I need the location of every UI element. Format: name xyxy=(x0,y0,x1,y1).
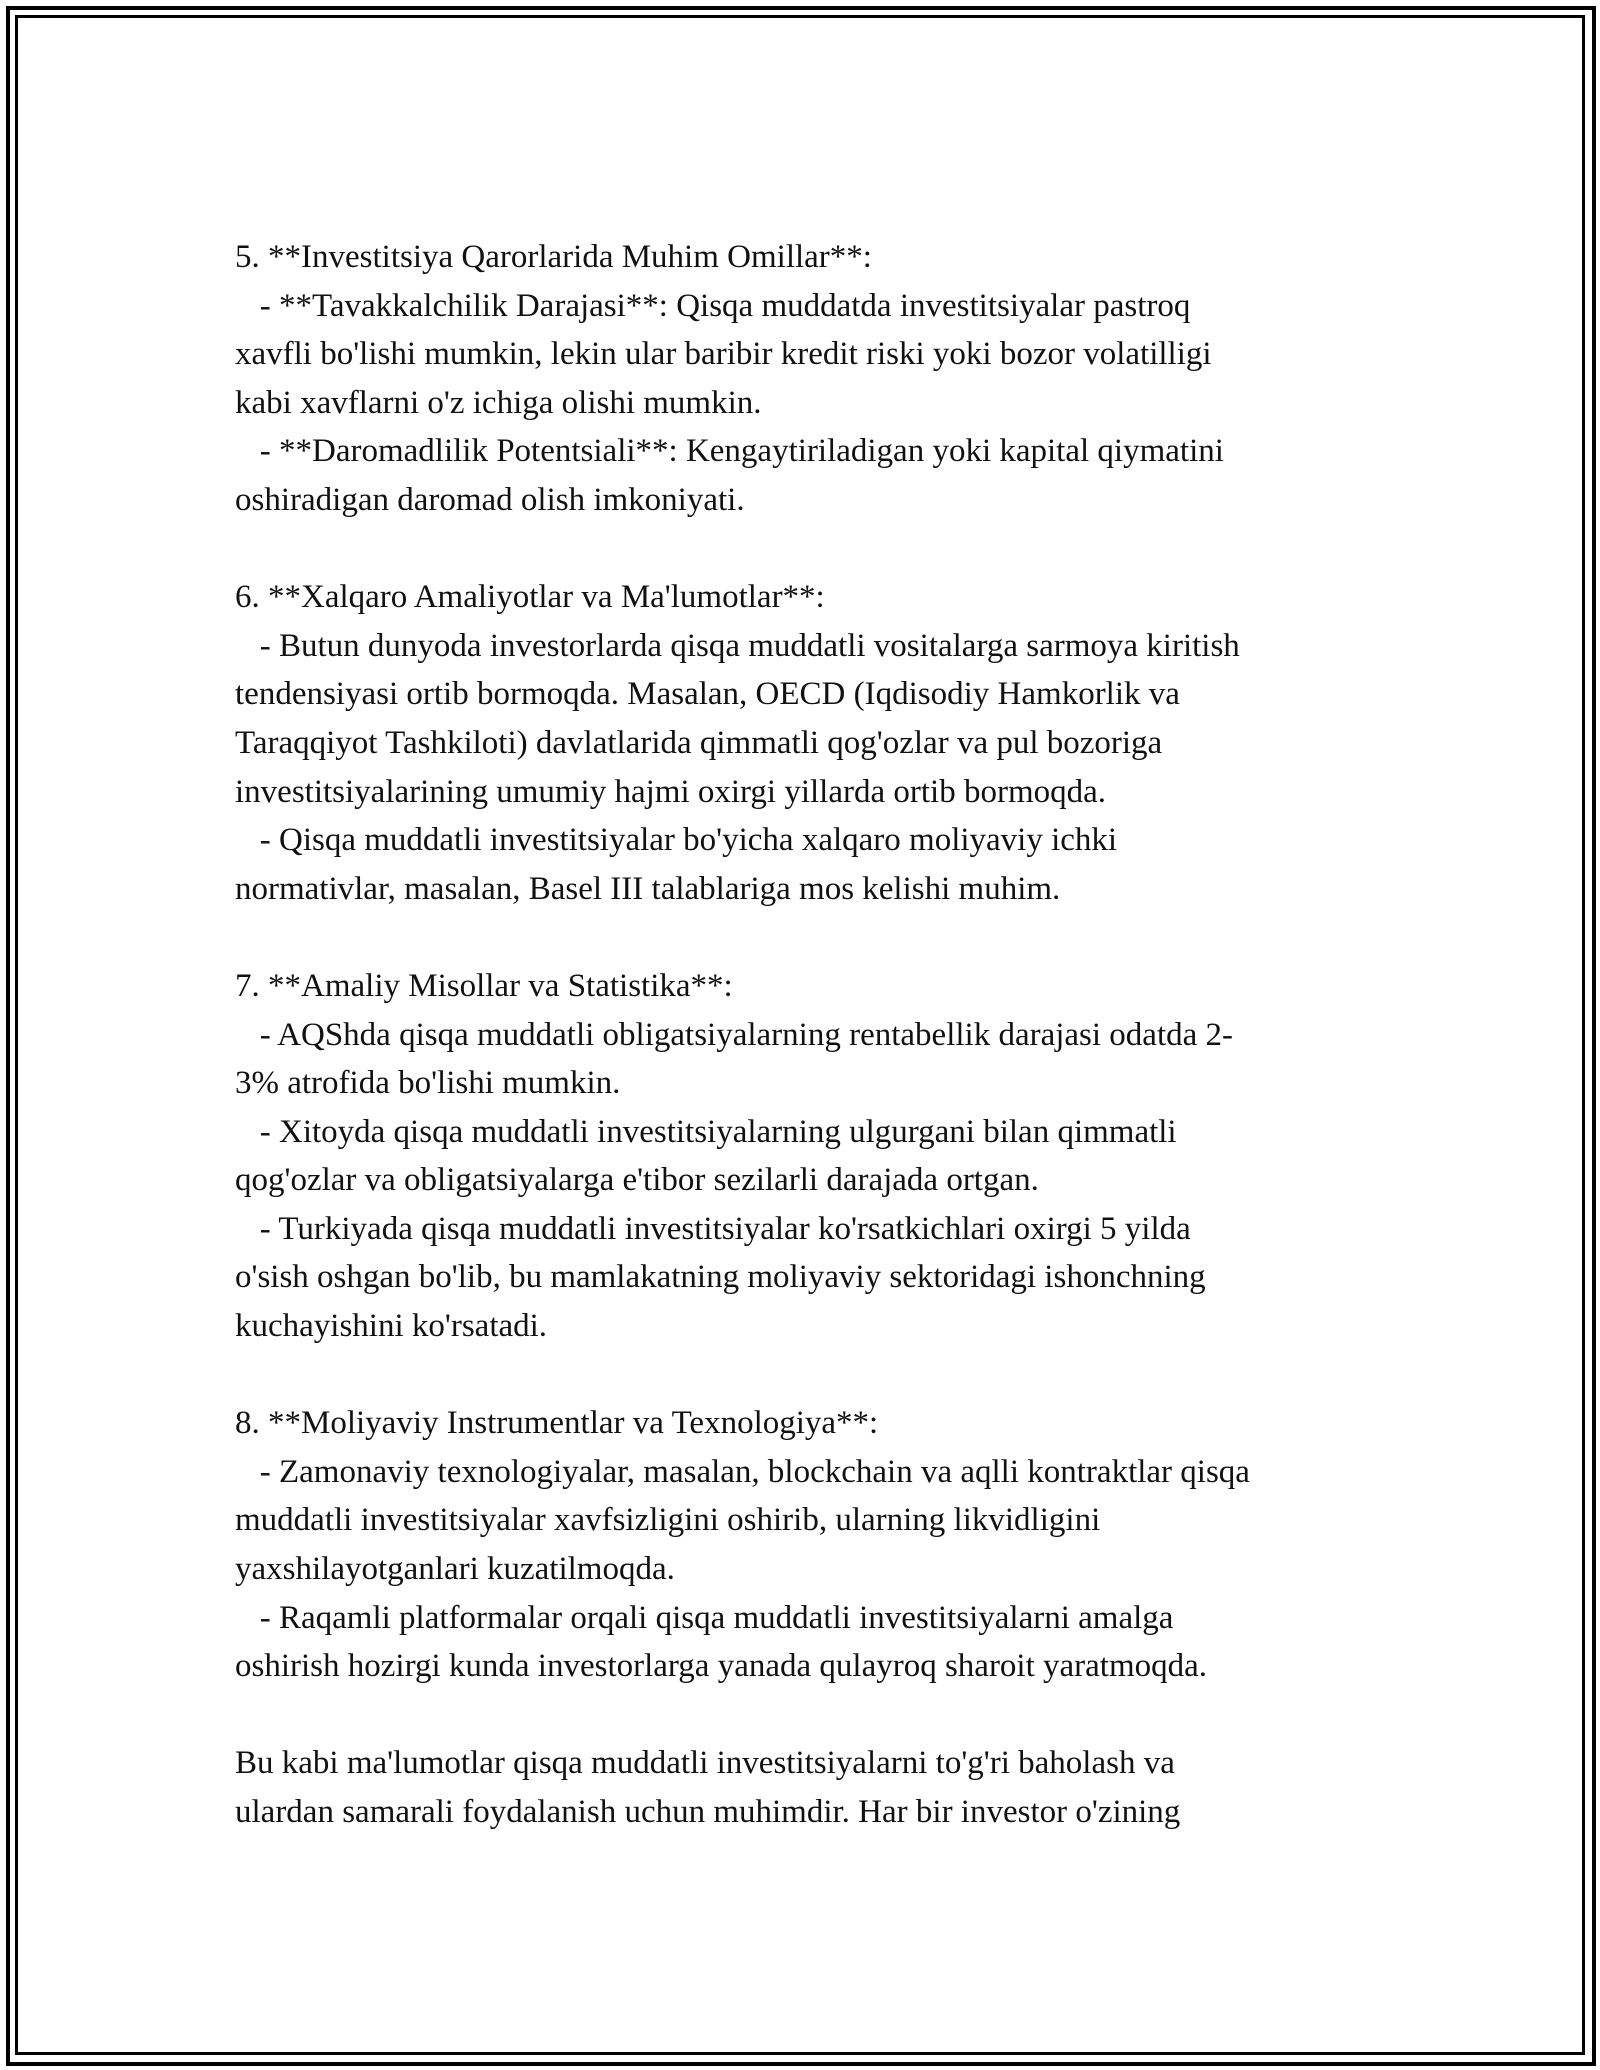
text-line: - **Daromadlilik Potentsiali**: Kengaytiriladigan yoki kapital qiymatini xyxy=(235,433,1224,470)
text-line: Bu kabi ma'lumotlar qisqa muddatli investitsiyalarni to'g'ri baholash va xyxy=(235,1745,1175,1782)
text-line: xavfli bo'lishi mumkin, lekin ular baribir kredit riski yoki bozor volatilligi xyxy=(235,336,1212,373)
closing-paragraph xyxy=(235,1739,1415,1836)
text-line: o'sish oshgan bo'lib, bu mamlakatning moliyaviy sektoridagi ishonchning xyxy=(235,1259,1206,1296)
text-line: - Butun dunyoda investorlarda qisqa muddatli vositalarga sarmoya kiritish xyxy=(235,627,1240,664)
text-line: - **Tavakkalchilik Darajasi**: Qisqa muddatda investitsiyalar pastroq xyxy=(235,287,1191,324)
text-line: qog'ozlar va obligatsiyalarga e'tibor sezilarli darajada ortgan. xyxy=(235,1162,1039,1199)
text-line: - AQShda qisqa muddatli obligatsiyalarning rentabellik darajasi odatda 2- xyxy=(235,1016,1234,1053)
paragraph-gap xyxy=(235,913,1415,962)
text-line: tendensiyasi ortib bormoqda. Masalan, OECD (Iqdisodiy Hamkorlik va xyxy=(235,676,1180,713)
paragraph-gap xyxy=(235,1351,1415,1400)
section-7 xyxy=(235,962,1415,1351)
text-line: oshirish hozirgi kunda investorlarga yanada qulayroq sharoit yaratmoqda. xyxy=(235,1648,1208,1685)
section-heading: 7. **Amaliy Misollar va Statistika**: xyxy=(235,967,733,1004)
section-heading: 8. **Moliyaviy Instrumentlar va Texnologiya**: xyxy=(235,1405,879,1442)
section-heading: 6. **Xalqaro Amaliyotlar va Ma'lumotlar**: xyxy=(235,579,825,616)
text-line: - Raqamli platformalar orqali qisqa muddatli investitsiyalarni amalga xyxy=(235,1599,1174,1636)
text-line: kuchayishini ko'rsatadi. xyxy=(235,1308,548,1345)
section-5 xyxy=(235,233,1415,525)
paragraph-gap xyxy=(235,525,1415,574)
section-6 xyxy=(235,573,1415,913)
paragraph-gap xyxy=(235,1691,1415,1740)
text-line: ulardan samarali foydalanish uchun muhimdir. Har bir investor o'zining xyxy=(235,1794,1181,1830)
text-line: normativlar, masalan, Basel III talablariga mos kelishi muhim. xyxy=(235,870,1061,907)
section-heading: 5. **Investitsiya Qarorlarida Muhim Omillar**: xyxy=(235,239,872,275)
document-body xyxy=(235,233,1415,1837)
text-line: yaxshilayotganlari kuzatilmoqda. xyxy=(235,1551,675,1588)
text-line: - Zamonaviy texnologiyalar, masalan, blockchain va aqlli kontraktlar qisqa xyxy=(235,1453,1250,1490)
text-line: kabi xavflarni o'z ichiga olishi mumkin. xyxy=(235,384,762,421)
text-line: - Turkiyada qisqa muddatli investitsiyalar ko'rsatkichlari oxirgi 5 yilda xyxy=(235,1210,1191,1247)
text-line: - Qisqa muddatli investitsiyalar bo'yicha xalqaro moliyaviy ichki xyxy=(235,822,1118,859)
text-line: muddatli investitsiyalar xavfsizligini oshirib, ularning likvidligini xyxy=(235,1502,1101,1539)
text-line: investitsiyalarining umumiy hajmi oxirgi yillarda ortib bormoqda. xyxy=(235,773,1107,810)
text-line: Taraqqiyot Tashkiloti) davlatlarida qimmatli qog'ozlar va pul bozoriga xyxy=(235,724,1163,761)
section-8 xyxy=(235,1399,1415,1691)
text-line: - Xitoyda qisqa muddatli investitsiyalarning ulgurgani bilan qimmatli xyxy=(235,1113,1177,1150)
text-line: 3% atrofida bo'lishi mumkin. xyxy=(235,1065,621,1102)
text-line: oshiradigan daromad olish imkoniyati. xyxy=(235,481,745,518)
